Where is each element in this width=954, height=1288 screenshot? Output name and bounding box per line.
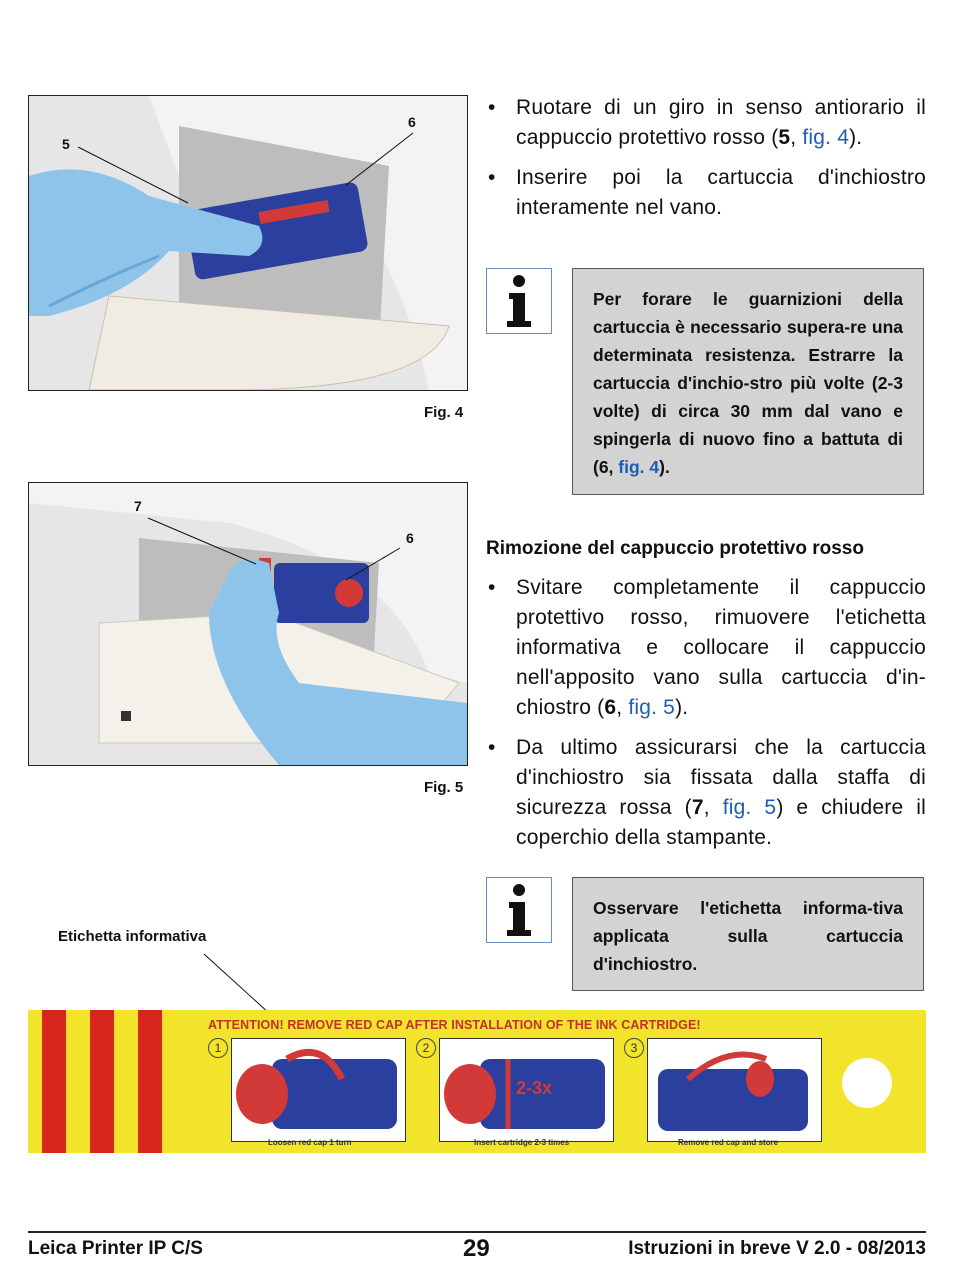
figure-5-callout-7: 7 (134, 498, 142, 514)
step-image (647, 1038, 822, 1142)
figure-link[interactable]: fig. 5 (628, 696, 676, 719)
bullet-list-top (486, 93, 926, 233)
label-caption: Etichetta informativa (58, 928, 207, 945)
bullet-text: Svitare completamente il cappuccio protettivo rosso, rimuovere l'etichetta informativa e collocare il cappuccio nell'apposito vano sulla cartuccia d'in-chiostro ( (516, 576, 926, 719)
bullet-ref: 7 (691, 796, 704, 819)
step-number: 3 (624, 1038, 644, 1058)
info-note-box-2 (572, 877, 924, 991)
step-number: 1 (208, 1038, 228, 1058)
footer-version: Istruzioni in breve V 2.0 - 08/2013 (628, 1238, 926, 1259)
bullet-ref: 6 (604, 696, 617, 719)
bullet-item (486, 93, 926, 153)
info-icon (486, 877, 552, 943)
banner-title: ATTENTION! REMOVE RED CAP AFTER INSTALLATION OF THE INK CARTRIDGE! (208, 1018, 701, 1032)
figure-5-label: Fig. 5 (424, 779, 464, 796)
footer-rule (28, 1231, 926, 1233)
bullet-text-end: ). (675, 696, 689, 719)
figure-link[interactable]: fig. 4 (802, 126, 850, 149)
info-icon (486, 268, 552, 334)
figure-link[interactable]: fig. 4 (618, 457, 660, 477)
info-icon-glyph (499, 882, 539, 938)
info-label-banner (28, 1010, 926, 1153)
step-illustration (232, 1039, 405, 1141)
page-number: 29 (463, 1235, 490, 1262)
section-title: Rimozione del cappuccio protettivo rosso (486, 538, 864, 559)
figure-5-callout-6: 6 (406, 530, 414, 546)
bullet-item (486, 163, 926, 223)
step-caption: Loosen red cap 1 turn (268, 1138, 352, 1147)
step-image (231, 1038, 406, 1142)
figure-link[interactable]: fig. 5 (722, 796, 777, 819)
figure-4-callout-5: 5 (62, 136, 70, 152)
step-caption: Remove red cap and store (678, 1138, 779, 1147)
figure-4-label: Fig. 4 (424, 404, 464, 421)
red-stripe (42, 1010, 66, 1153)
bullet-item (486, 573, 926, 723)
bullet-ref: 5 (778, 126, 791, 149)
step-badge: 2-3x (516, 1078, 553, 1098)
figure-5-leader-lines (28, 482, 466, 764)
bullet-list-bottom (486, 573, 926, 863)
info-icon-glyph (499, 273, 539, 329)
bullet-item (486, 733, 926, 853)
footer-product: Leica Printer IP C/S (28, 1238, 203, 1259)
bullet-text: Ruotare di un giro in senso antiorario il cappuccio protettivo rosso ( (516, 96, 926, 149)
figure-4-leader-lines (28, 95, 466, 389)
figure-4-callout-6: 6 (408, 114, 416, 130)
note-text: Osservare l'etichetta informa-tiva applicata sulla cartuccia d'inchiostro. (593, 898, 903, 974)
step-caption: Insert cartridge 2-3 times (474, 1138, 570, 1147)
banner-circle (842, 1058, 892, 1108)
bullet-separator: , (790, 126, 803, 149)
red-stripe (138, 1010, 162, 1153)
red-stripe (90, 1010, 114, 1153)
bullet-separator: , (703, 796, 723, 819)
step-number: 2 (416, 1038, 436, 1058)
bullet-text: Inserire poi la cartuccia d'inchiostro interamente nel vano. (516, 166, 926, 219)
bullet-text: Da ultimo assicurarsi che la cartuccia d'inchiostro sia fissata dalla staffa di sicurezza rossa ( (516, 736, 926, 819)
bullet-separator: , (616, 696, 629, 719)
bullet-text-end: ). (849, 126, 863, 149)
info-note-box (572, 268, 924, 495)
bullet-text-end: ) e chiudere il coperchio della stampante. (516, 796, 926, 849)
note-text-end: ). (659, 457, 670, 477)
step-illustration (648, 1039, 821, 1141)
note-text: Per forare le guarnizioni della cartuccia è necessario supera-re una determinata resistenza. Estrarre la cartuccia d'inchio-stro più volte (2-3 volte) di circa 30 mm dal vano e spingerla di nuovo fino a battuta di (6, (593, 289, 903, 477)
